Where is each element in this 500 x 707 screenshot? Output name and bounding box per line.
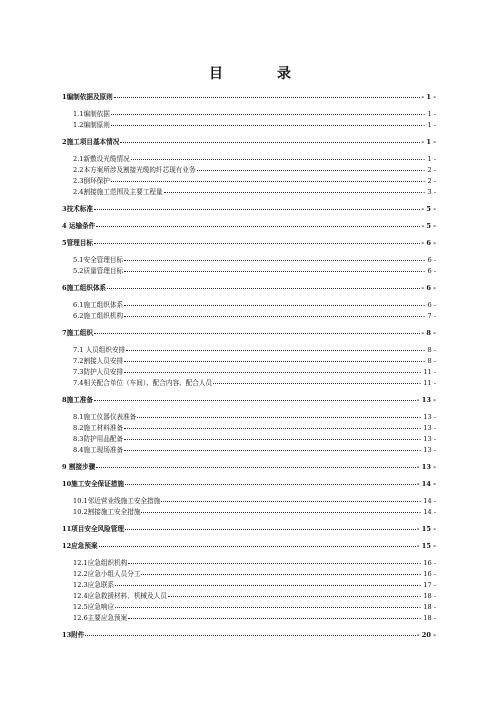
dot-leader — [128, 562, 418, 564]
dot-leader — [96, 225, 420, 227]
dot-leader — [125, 483, 416, 485]
toc-entry-label: 1.1编制依据 — [73, 110, 110, 118]
toc-entry-label: 2施工项目基本情况 — [62, 138, 120, 146]
toc-page-number: - 1 - — [423, 121, 436, 129]
toc-section-entry[interactable] — [62, 423, 436, 433]
toc-page-number: - 6 - — [423, 256, 436, 264]
toc-chapter-entry[interactable] — [62, 283, 436, 293]
dot-leader — [124, 304, 422, 306]
toc-section-entry[interactable] — [62, 378, 436, 388]
dot-leader — [111, 124, 422, 126]
toc-chapter-entry[interactable] — [62, 92, 436, 102]
toc-entry-label: 5.2质量管理目标 — [73, 267, 124, 275]
dot-leader — [141, 511, 418, 513]
toc-page-number: - 14 - — [418, 497, 436, 505]
toc-section-entry[interactable] — [62, 558, 436, 568]
dot-leader — [128, 617, 418, 619]
toc-page-number: - 13 - — [416, 396, 436, 404]
toc-entry-label: 2.4割接施工范围及主要工程量 — [73, 188, 163, 196]
toc-page-number: - 18 - — [418, 614, 436, 622]
toc-page-number: - 20 - — [416, 631, 436, 639]
toc-page-number: - 6 - — [421, 284, 436, 292]
dot-leader — [137, 416, 418, 418]
toc-section-entry[interactable] — [62, 154, 436, 164]
toc-entry-label: 5.1安全管理目标 — [73, 256, 124, 264]
toc-section-entry[interactable] — [62, 187, 436, 197]
toc-page-number: - 8 - — [423, 346, 436, 354]
toc-section-entry[interactable] — [62, 445, 436, 455]
dot-leader — [115, 606, 418, 608]
toc-chapter-entry[interactable] — [62, 395, 436, 405]
toc-page-number: - 5 - — [421, 205, 436, 213]
dot-leader — [124, 315, 422, 317]
toc-entry-label: 8.3防护用品配备 — [73, 435, 124, 443]
toc-entry-label: 6.2施工组织机构 — [73, 312, 124, 320]
toc-entry-label: 8.4施工现场准备 — [73, 446, 124, 454]
toc-entry-label: 10.2割接施工安全措施 — [73, 508, 141, 516]
toc-entry-label: 7施工组织 — [62, 329, 93, 337]
page-title: 目 录 — [209, 66, 311, 82]
toc-chapter-entry[interactable] — [62, 137, 436, 147]
dot-leader — [168, 595, 418, 597]
toc-page-number: - 8 - — [421, 329, 436, 337]
toc-section-entry[interactable] — [62, 507, 436, 517]
toc-entry-label: 1.2编制原则 — [73, 121, 110, 129]
toc-section-entry[interactable] — [62, 613, 436, 623]
toc-page-number: - 16 - — [418, 570, 436, 578]
toc-page-number: - 14 - — [418, 508, 436, 516]
dot-leader — [111, 180, 422, 182]
toc-chapter-entry[interactable] — [62, 204, 436, 214]
toc-page-number: - 1 - — [421, 138, 436, 146]
dot-leader — [114, 96, 421, 98]
dot-leader — [125, 528, 416, 530]
dot-leader — [111, 113, 422, 115]
toc-chapter-entry[interactable] — [62, 462, 436, 472]
dot-leader — [124, 371, 418, 373]
toc-page-number: - 1 - — [423, 110, 436, 118]
toc-entry-label: 12.5应急响应 — [73, 603, 115, 611]
dot-leader — [141, 573, 418, 575]
toc-page-number: - 15 - — [416, 525, 436, 533]
toc-entry-label: 6施工组织体系 — [62, 284, 107, 292]
toc-section-entry[interactable] — [62, 580, 436, 590]
toc-entry-label: 12.1应急组织机构 — [73, 559, 128, 567]
toc-page-number: - 3 - — [423, 188, 436, 196]
toc-section-entry[interactable] — [62, 165, 436, 175]
toc-section-entry[interactable] — [62, 496, 436, 506]
toc-section-entry[interactable] — [62, 591, 436, 601]
toc-entry-label: 3技术标准 — [62, 205, 93, 213]
dot-leader — [124, 270, 422, 272]
toc-page-number: - 1 - — [421, 93, 436, 101]
toc-page-number: - 18 - — [418, 592, 436, 600]
toc-entry-label: 9 割接步骤 — [62, 463, 96, 471]
toc-page-number: - 18 - — [418, 603, 436, 611]
dot-leader — [94, 332, 420, 334]
toc-section-entry[interactable] — [62, 602, 436, 612]
toc-page-number: - 16 - — [418, 559, 436, 567]
toc-page-number: - 13 - — [418, 435, 436, 443]
toc-page-number: - 11 - — [418, 368, 436, 376]
toc-entry-label: 10施工安全保证措施 — [62, 480, 124, 488]
toc-entry-label: 7.1 人员组织安排 — [73, 346, 126, 354]
toc-page-number: - 6 - — [421, 239, 436, 247]
dot-leader — [213, 382, 418, 384]
dot-leader — [94, 208, 420, 210]
toc-section-entry[interactable] — [62, 266, 436, 276]
toc-entry-label: 10.1邻近营业线施工安全措施 — [73, 497, 161, 505]
toc-page-number: - 13 - — [418, 446, 436, 454]
dot-leader — [164, 191, 423, 193]
toc-entry-label: 6.1施工组织体系 — [73, 301, 124, 309]
dot-leader — [120, 141, 420, 143]
toc-entry-label: 4 运输条件 — [62, 222, 96, 230]
toc-page-number: - 1 - — [423, 155, 436, 163]
toc-section-entry[interactable] — [62, 356, 436, 366]
dot-leader — [131, 158, 423, 160]
dot-leader — [107, 287, 420, 289]
toc-chapter-entry[interactable] — [62, 238, 436, 248]
toc-entry-label: 12.2应急小组人员分工 — [73, 570, 141, 578]
toc-chapter-entry[interactable] — [62, 221, 436, 231]
toc-chapter-entry[interactable] — [62, 328, 436, 338]
toc-page-number: - 5 - — [421, 222, 436, 230]
toc-section-entry[interactable] — [62, 120, 436, 130]
toc-section-entry[interactable] — [62, 300, 436, 310]
dot-leader — [94, 399, 416, 401]
toc-page-number: - 2 - — [423, 166, 436, 174]
dot-leader — [94, 242, 420, 244]
toc-entry-label: 2.2本方案所涉及割接光缆的纤芯现有业务 — [73, 166, 196, 174]
toc-page-number: - 15 - — [416, 542, 436, 550]
toc-entry-label: 2.3倒环保护 — [73, 177, 110, 185]
toc-entry-label: 13附件 — [62, 631, 85, 639]
toc-entry-label: 2.1新敷设光缆情况 — [73, 155, 130, 163]
toc-entry-label: 5管理目标 — [62, 239, 93, 247]
toc-entry-label: 8施工准备 — [62, 396, 93, 404]
dot-leader — [124, 449, 418, 451]
toc-chapter-entry[interactable] — [62, 524, 436, 534]
toc-section-entry[interactable] — [62, 109, 436, 119]
toc-section-entry[interactable] — [62, 345, 436, 355]
dot-leader — [124, 360, 422, 362]
toc-entry-label: 7.2割接人员安排 — [73, 357, 124, 365]
dot-leader — [124, 427, 418, 429]
toc-page-number: - 6 - — [423, 301, 436, 309]
dot-leader — [126, 349, 422, 351]
dot-leader — [124, 438, 418, 440]
toc-chapter-entry[interactable] — [62, 630, 436, 640]
toc-page-number: - 14 - — [416, 480, 436, 488]
toc-page-number: - 8 - — [423, 357, 436, 365]
dot-leader — [161, 500, 418, 502]
toc-entry-label: 7.3防护人员安排 — [73, 368, 124, 376]
dot-leader — [96, 466, 415, 468]
toc-page-number: - 17 - — [418, 581, 436, 589]
toc-entry-label: 11项目安全风险管理 — [62, 525, 124, 533]
toc-section-entry[interactable] — [62, 434, 436, 444]
toc-section-entry[interactable] — [62, 569, 436, 579]
toc-section-entry[interactable] — [62, 412, 436, 422]
toc-section-entry[interactable] — [62, 255, 436, 265]
toc-entry-label: 8.1施工仪器仪表准备 — [73, 413, 137, 421]
toc-page-number: - 13 - — [418, 413, 436, 421]
table-of-contents — [62, 92, 436, 640]
toc-chapter-entry[interactable] — [62, 541, 436, 551]
toc-entry-label: 12.3应急联系 — [73, 581, 115, 589]
dot-leader — [124, 259, 422, 261]
dot-leader — [85, 634, 415, 636]
toc-entry-label: 12.4应急救援材料、机械及人员 — [73, 592, 167, 600]
toc-entry-label: 1编制依据及原则 — [62, 93, 113, 101]
toc-entry-label: 7.4相关配合单位（车间）、配合内容、配合人员 — [73, 379, 213, 387]
toc-page-number: - 6 - — [423, 267, 436, 275]
toc-page-number: - 11 - — [418, 379, 436, 387]
toc-chapter-entry[interactable] — [62, 479, 436, 489]
toc-entry-label: 12应急预案 — [62, 542, 98, 550]
toc-page-number: - 13 - — [416, 463, 436, 471]
toc-section-entry[interactable] — [62, 311, 436, 321]
dot-leader — [197, 169, 423, 171]
toc-entry-label: 12.6主要应急预案 — [73, 614, 128, 622]
toc-page-number: - 2 - — [423, 177, 436, 185]
toc-page-number: - 13 - — [418, 424, 436, 432]
toc-section-entry[interactable] — [62, 176, 436, 186]
toc-entry-label: 8.2施工材料准备 — [73, 424, 124, 432]
toc-page-number: - 7 - — [423, 312, 436, 320]
dot-leader — [115, 584, 418, 586]
toc-section-entry[interactable] — [62, 367, 436, 377]
dot-leader — [99, 545, 416, 547]
